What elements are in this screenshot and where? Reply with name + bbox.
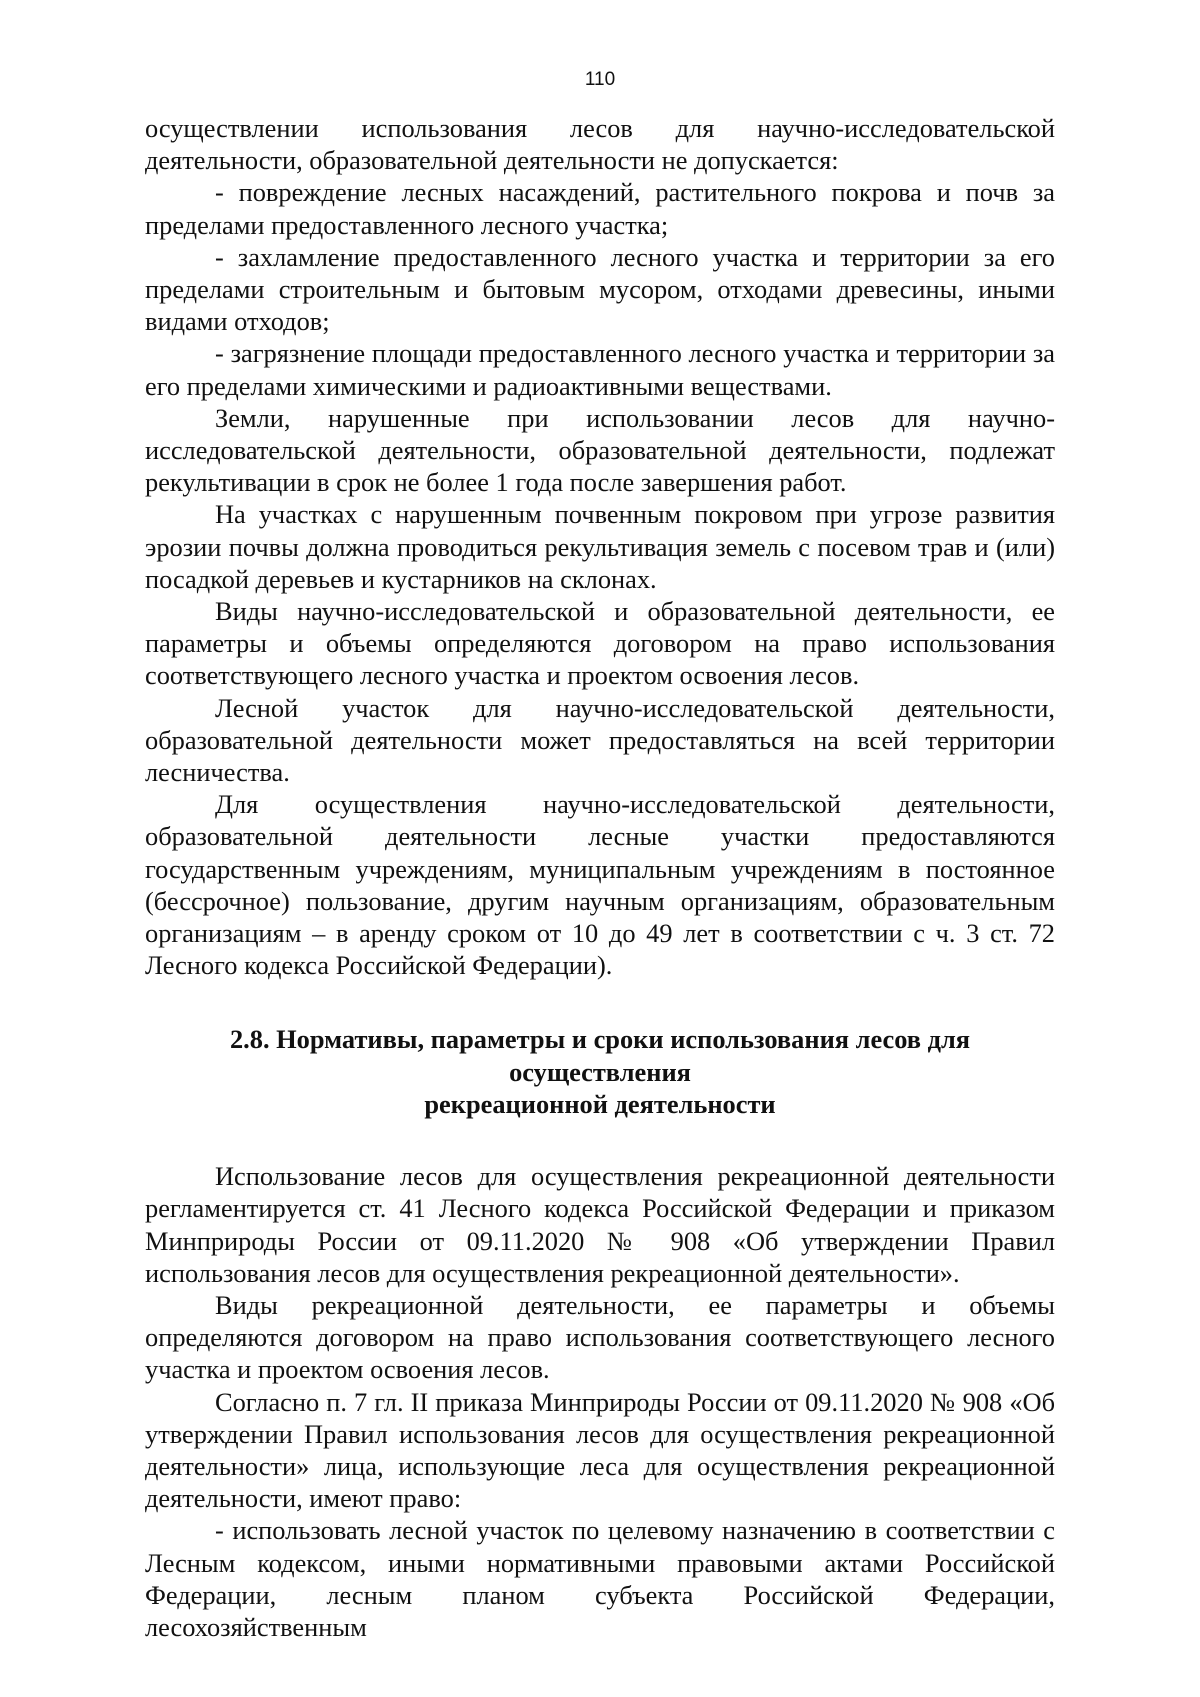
- page-number: 110: [584, 69, 616, 90]
- paragraphs-after-section: [145, 1160, 1055, 1643]
- paragraph: - повреждение лесных насаждений, растительного покрова и почв за пределами предоставленного лесного участка;: [145, 177, 1055, 240]
- section-heading-line-1: 2.8. Нормативы, параметры и сроки использования лесов для осуществления: [229, 1024, 971, 1087]
- paragraph: - захламление предоставленного лесного участка и территории за его пределами строительным и бытовым мусором, отходами древесины, иными видами отходов;: [145, 241, 1055, 337]
- section-heading-line-2: рекреационной деятельности: [424, 1088, 776, 1119]
- paragraph: Использование лесов для осуществления рекреационной деятельности регламентируется ст. 41 Лесного кодекса Российской Федерации и приказом Минприроды России от 09.11.2020 № 908 «Об утверждении Правил использования лесов для осуществления рекреационной деятельности».: [145, 1161, 1055, 1288]
- paragraph: Лесной участок для научно-исследовательской деятельности, образовательной деятельности может предоставляться на всей территории лесничества.: [145, 692, 1055, 788]
- paragraph: Виды рекреационной деятельности, ее параметры и объемы определяются договором на право использования соответствующего лесного участка и проектом освоения лесов.: [145, 1289, 1055, 1385]
- section-heading: [145, 1023, 1055, 1120]
- paragraph: Для осуществления научно-исследовательской деятельности, образовательной деятельности лесные участки предоставляются государственным учреждениям, муниципальным учреждениям в постоянное (бессрочное) пользование, другим научным организациям, образовательным организациям – в аренду сроком от 10 до 49 лет в соответствии с ч. 3 ст. 72 Лесного кодекса Российской Федерации).: [145, 789, 1055, 981]
- paragraph: осуществлении использования лесов для научно-исследовательской деятельности, образовательной деятельности не допускается:: [145, 113, 1055, 176]
- paragraphs-before-section: [145, 112, 1055, 981]
- paragraph: - использовать лесной участок по целевому назначению в соответствии с Лесным кодексом, иными нормативными правовыми актами Российской Федерации, лесным планом субъекта Российской Федерации, лесохозяйственным: [145, 1515, 1055, 1642]
- paragraph: Земли, нарушенные при использовании лесов для научно-исследовательской деятельности, образовательной деятельности, подлежат рекультивации в срок не более 1 года после завершения работ.: [145, 402, 1055, 498]
- paragraph: Виды научно-исследовательской и образовательной деятельности, ее параметры и объемы определяются договором на право использования соответствующего лесного участка и проектом освоения лесов.: [145, 596, 1055, 691]
- document-body: [145, 112, 1055, 1643]
- paragraph: На участках с нарушенным почвенным покровом при угрозе развития эрозии почвы должна проводиться рекультивация земель с посевом трав и (или) посадкой деревьев и кустарников на склонах.: [145, 499, 1055, 594]
- paragraph: - загрязнение площади предоставленного лесного участка и территории за его пределами химическими и радиоактивными веществами.: [145, 338, 1055, 401]
- paragraph: Согласно п. 7 гл. II приказа Минприроды России от 09.11.2020 № 908 «Об утверждении Правил использования лесов для осуществления рекреационной деятельности» лица, использующие леса для осуществления рекреационной деятельности, имеют право:: [145, 1386, 1055, 1514]
